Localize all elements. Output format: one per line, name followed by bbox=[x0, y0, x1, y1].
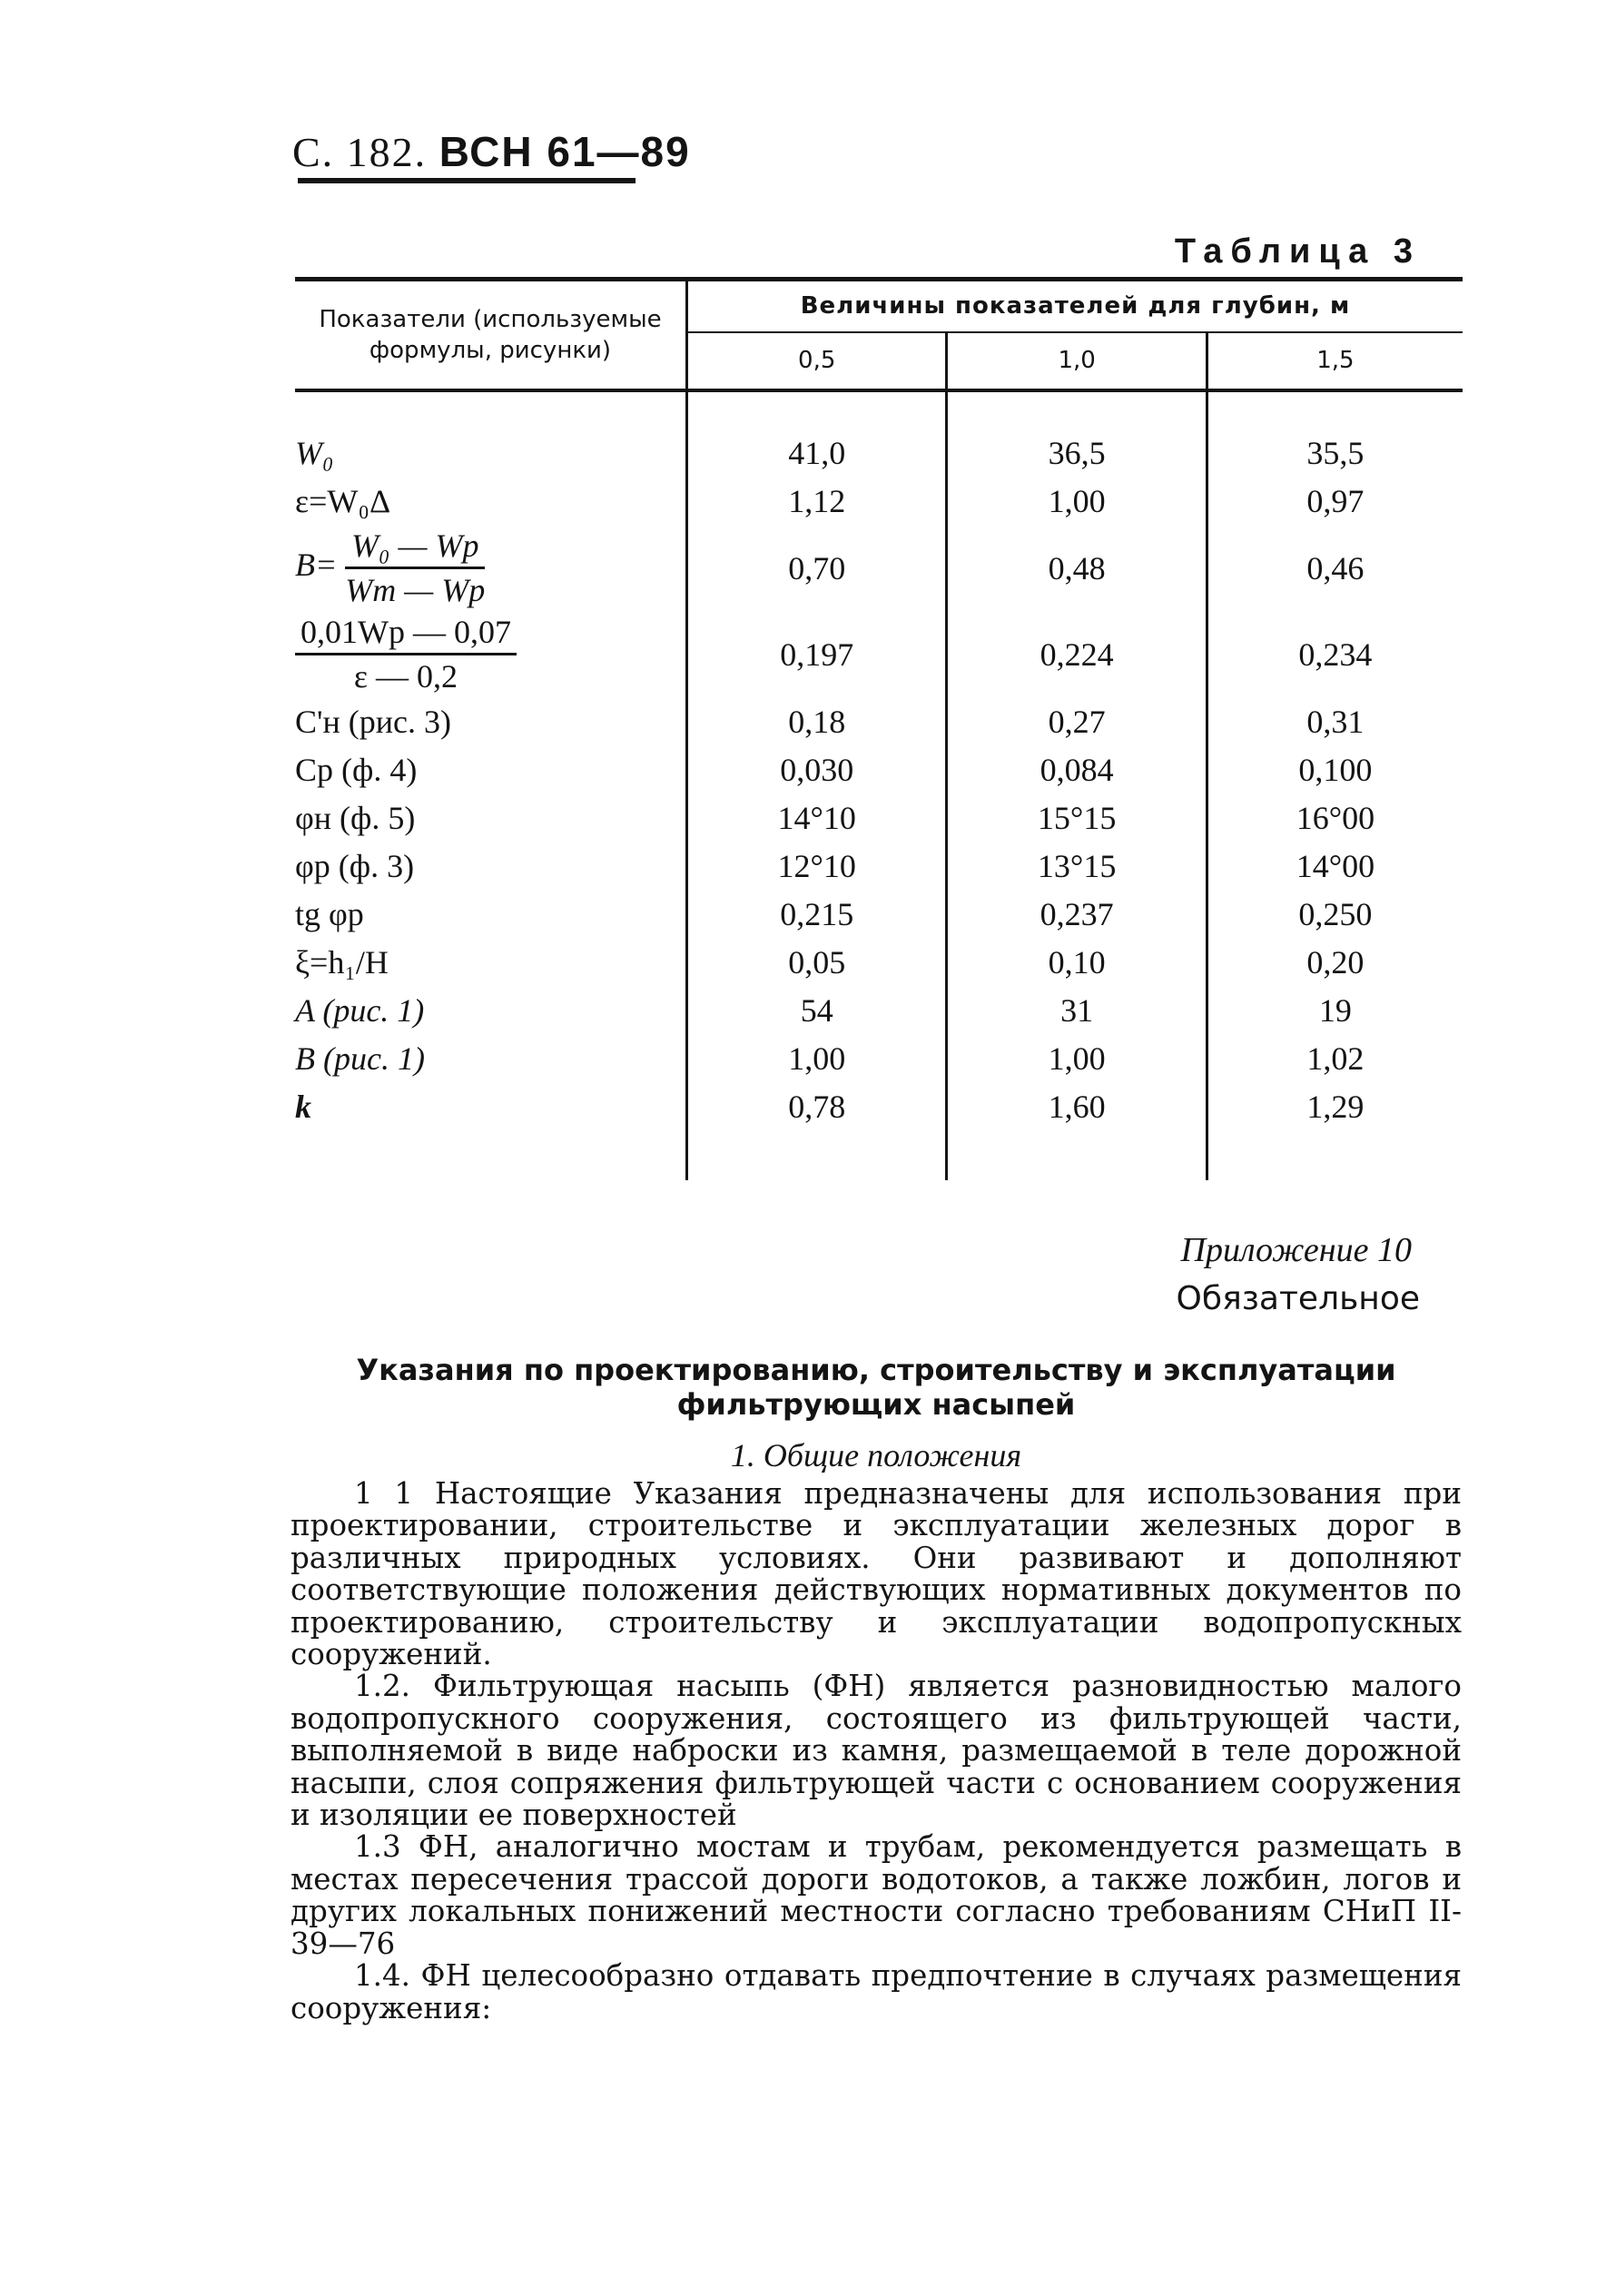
table-row bbox=[295, 842, 1463, 890]
table-row bbox=[295, 986, 1463, 1034]
row-label: ε=W₀Δ bbox=[295, 477, 687, 525]
cell-value: 14°00 bbox=[1296, 847, 1375, 884]
formula-numerator: 0,01Wр — 0,07 bbox=[295, 613, 517, 655]
cell-value: 0,10 bbox=[947, 938, 1207, 986]
cell-value: 41,0 bbox=[788, 434, 846, 471]
cell-value: 1,00 bbox=[947, 477, 1207, 525]
cell-value: 14°10 bbox=[777, 799, 856, 836]
formula-denominator: ε — 0,2 bbox=[353, 658, 458, 695]
indicators-table bbox=[295, 277, 1463, 1180]
cell-value: 12°10 bbox=[777, 847, 856, 884]
cell-value: 0,197 bbox=[780, 636, 854, 673]
row-label bbox=[295, 525, 687, 611]
cell-value: 1,12 bbox=[788, 482, 846, 519]
cell-value: 1,00 bbox=[947, 1034, 1207, 1082]
column-header-depth: 1,5 bbox=[1207, 332, 1463, 390]
table-row bbox=[295, 938, 1463, 986]
cell-value: 15°15 bbox=[947, 793, 1207, 842]
subsection-heading: 1. Общие положения bbox=[730, 1437, 1022, 1473]
table-caption: Таблица 3 bbox=[1174, 232, 1421, 271]
cell-value: 54 bbox=[800, 991, 833, 1029]
column-header-indicators: Показатели (используемые формулы, рисунки) bbox=[295, 280, 687, 391]
table-spacer-row bbox=[295, 390, 1463, 429]
cell-value: 0,250 bbox=[1298, 895, 1373, 932]
formula-prefix: B= bbox=[295, 546, 338, 583]
cell-value: 0,20 bbox=[1306, 943, 1365, 980]
cell-value: 16°00 bbox=[1296, 799, 1375, 836]
cell-value: 0,97 bbox=[1306, 482, 1365, 519]
section-heading bbox=[291, 1353, 1462, 1422]
paragraph: 1 1 Настоящие Указания предназначены для использования при проектировании, строительстве и эксплуатации железных дорог в различных природных условиях. Они развивают и дополняют соответствующие положения действующих нормативных документов по проектированию, строительству и эксплуатации водопропускных сооружений. bbox=[291, 1476, 1462, 1672]
cell-value: 0,215 bbox=[780, 895, 854, 932]
row-label: A (рис. 1) bbox=[295, 986, 687, 1034]
cell-value: 35,5 bbox=[1306, 434, 1365, 471]
row-label: ξ=h₁/H bbox=[295, 938, 687, 986]
table-row bbox=[295, 1034, 1463, 1082]
cell-value: 0,237 bbox=[947, 890, 1207, 938]
row-label: φр (ф. 3) bbox=[295, 842, 687, 890]
formula-denominator: Wт — Wр bbox=[345, 572, 486, 608]
row-label bbox=[295, 611, 687, 697]
table-row bbox=[295, 890, 1463, 938]
row-label: W₀ bbox=[295, 429, 687, 477]
column-header-values: Величины показателей для глубин, м bbox=[687, 280, 1463, 332]
cell-value: 0,78 bbox=[788, 1088, 846, 1125]
header-underline bbox=[298, 178, 636, 183]
table-row bbox=[295, 1082, 1463, 1130]
table-row bbox=[295, 429, 1463, 477]
cell-value: 0,084 bbox=[947, 745, 1207, 793]
appendix-title: Приложение 10 bbox=[1180, 1231, 1412, 1269]
table-row bbox=[295, 611, 1463, 697]
page-header bbox=[292, 127, 691, 183]
page-number: С. 182. bbox=[292, 129, 428, 175]
cell-value: 0,31 bbox=[1306, 703, 1365, 740]
row-label: B (рис. 1) bbox=[295, 1034, 687, 1082]
body-text bbox=[291, 1478, 1462, 2025]
row-label: Cр (ф. 4) bbox=[295, 745, 687, 793]
paragraph: 1.4. ФН целесообразно отдавать предпочтение в случаях размещения сооружения: bbox=[291, 1958, 1462, 2025]
cell-value: 0,46 bbox=[1306, 549, 1365, 586]
cell-value: 19 bbox=[1318, 991, 1352, 1029]
paragraph: 1.3 ФН, аналогично мостам и трубам, рекомендуется размещать в местах пересечения трассой дороги водотоков, а также ложбин, логов и других локальных понижений местности согласно требованиям СНиП II-39—76 bbox=[291, 1829, 1462, 1961]
cell-value: 1,02 bbox=[1306, 1040, 1365, 1077]
cell-value: 31 bbox=[947, 986, 1207, 1034]
column-header-depth: 0,5 bbox=[687, 332, 947, 390]
cell-value: 1,60 bbox=[947, 1082, 1207, 1130]
cell-value: 0,100 bbox=[1298, 751, 1373, 788]
cell-value: 0,05 bbox=[788, 943, 846, 980]
column-header-depth: 1,0 bbox=[947, 332, 1207, 390]
cell-value: 0,224 bbox=[947, 611, 1207, 697]
page-number-and-code bbox=[292, 127, 691, 176]
table-row bbox=[295, 793, 1463, 842]
paragraph: 1.2. Фильтрующая насыпь (ФН) является разновидностью малого водопропускного сооружения, состоящего из фильтрующей части, выполняемой в виде наброски из камня, размещаемой в теле дорожной насыпи, слоя сопряжения фильтрующей части с основанием сооружения и изоляции ее поверхностей bbox=[291, 1669, 1462, 1833]
table-spacer-row bbox=[295, 1130, 1463, 1180]
table-row bbox=[295, 477, 1463, 525]
formula-numerator: W₀ — Wр bbox=[345, 527, 485, 569]
cell-value: 0,18 bbox=[788, 703, 846, 740]
table-row bbox=[295, 525, 1463, 611]
row-label: k bbox=[295, 1082, 687, 1130]
cell-value: 0,234 bbox=[1298, 636, 1373, 673]
cell-value: 0,48 bbox=[947, 525, 1207, 611]
cell-value: 1,29 bbox=[1306, 1088, 1365, 1125]
table-row bbox=[295, 697, 1463, 745]
row-label: φн (ф. 5) bbox=[295, 793, 687, 842]
row-label: tg φр bbox=[295, 890, 687, 938]
formula-fraction bbox=[295, 613, 517, 695]
cell-value: 36,5 bbox=[947, 429, 1207, 477]
appendix-status: Обязательное bbox=[1176, 1280, 1420, 1317]
cell-value: 13°15 bbox=[947, 842, 1207, 890]
cell-value: 0,030 bbox=[780, 751, 854, 788]
section-heading-line: Указания по проектированию, строительству и эксплуатации bbox=[356, 1353, 1396, 1387]
cell-value: 1,00 bbox=[788, 1040, 846, 1077]
section-heading-line: фильтрующих насыпей bbox=[676, 1387, 1076, 1422]
formula-fraction bbox=[345, 527, 485, 609]
cell-value: 0,70 bbox=[788, 549, 846, 586]
row-label: C'н (рис. 3) bbox=[295, 697, 687, 745]
table-row bbox=[295, 745, 1463, 793]
cell-value: 0,27 bbox=[947, 697, 1207, 745]
document-code: ВСН 61—89 bbox=[438, 128, 691, 175]
